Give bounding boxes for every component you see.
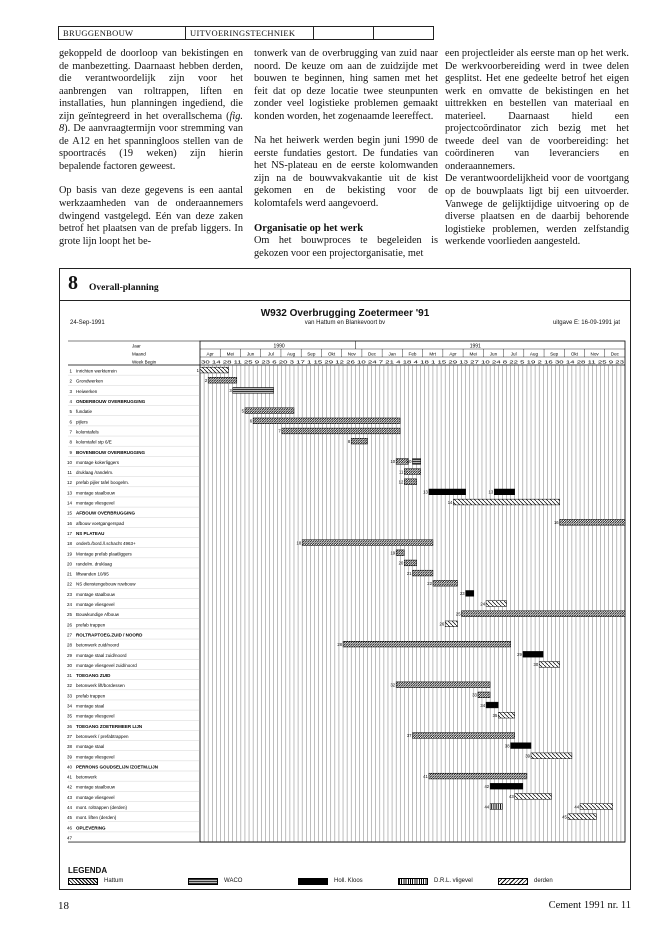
task-name: montage vliesgevel [76,500,115,506]
paragraph: De verantwoordelijkheid voor de voortgang op de bouwplaats ligt bij een uitvoerder. Vanwege de gelijktijdige uitvoering op de diverse plaatsen en de daarbij behorende logistieke problemen, werden zelfstandig werkende voorlieden aangesteld. [445,173,629,248]
task-name: montage staalbouw [76,591,116,597]
bar-label: 29 [517,652,522,657]
task-name: montage vliesgevel [76,713,115,719]
month-label: Apr [449,351,457,357]
gantt-bar-hattum [404,469,420,475]
task-number: 37 [66,733,72,739]
task-number: 29 [66,652,72,658]
header-year-label: Jaar [132,343,141,349]
bar-label: 14 [447,499,453,505]
task-number: 42 [66,784,72,790]
gantt-chart [60,269,630,864]
paragraph: Na het heiwerk werden begin juni 1990 de eerste fundaties gestort. De fundaties van het NS-plateau en de eerste kolomwanden zijn na de bouwvakvakantie uit de kist gekomen en de bekisting voor de kolomtafels werd aangevoerd. [254,135,438,210]
task-name: mont. liften (derden) [76,815,117,821]
task-number: 27 [66,632,72,638]
task-name: montage vliesgevel [76,754,115,760]
task-name: NS dienstengebouw ruwbouw [76,581,136,587]
bar-label: 11 [398,469,404,475]
month-label: Aug [286,351,296,357]
legend-label: WACO [224,878,243,884]
legend-swatch [68,878,98,885]
gantt-bar-boots [429,489,466,495]
bar-label: 21 [406,570,412,576]
task-number: 39 [66,754,72,760]
month-label: Apr [206,351,214,357]
bar-label: 32 [390,682,396,688]
task-number: 40 [66,764,72,770]
legend-label: D.R.L. vligevel [434,878,473,884]
header-empty-cell [374,26,434,40]
bar-label: 30 [533,662,539,668]
task-name: betonwerk [76,774,97,780]
task-name: fundatie [76,409,93,415]
paragraph: gekoppeld de doorloop van bekistingen en de manbezetting. Daarnaast hebben derden, die verantwoordelijk zijn voor het aanbrengen van roltrappen, liften en installaties, hun planningen ingediend, die zijn geïntegreerd in het overallschema (fig. 8). De aanvraagtermijn voor stremming van de A12 en het spanningloos stellen van de spoortracés (19 weken) zijn hierin bepalende factoren geweest. [59,48,243,172]
task-name: prefab trappen [76,693,106,699]
gantt-bar-hattum [404,479,416,485]
task-number: 41 [66,774,72,780]
gantt-bar-hattum [560,519,625,525]
task-number: 36 [66,723,72,729]
gantt-bar-waco [413,459,421,465]
paragraph: Op basis van deze gegevens is een aantal werkzaamheden van de onderaannemers dwingend vastgelegd. Eén van deze zaken betrof het plaatsen van de prefab liggers. In grote lijn loopt het be- [59,185,243,247]
task-name: betonwerk zuid/noord [76,642,120,648]
bar-label: 44 [574,804,580,810]
bar-label: 22 [427,580,432,586]
gantt-bar-derden [580,804,613,810]
gantt-bar-boots [466,591,474,597]
gantt-bar-derden [568,814,597,820]
gantt-bar-hattum [413,570,433,576]
gantt-bar-hattum [282,428,401,434]
month-label: Dec [610,351,619,357]
section-tab-left: BRUGGENBOUW [58,26,186,40]
task-number: 35 [66,713,72,719]
task-number: 12 [66,480,72,486]
task-name: randelm. druklaag [76,561,113,567]
gantt-bar-boots [494,489,514,495]
bar-label: 39 [525,753,531,759]
bar-label: 24 [480,601,486,607]
task-number: 14 [66,500,72,506]
task-name: montage staal [76,744,105,750]
month-label: Mrt [429,351,437,357]
task-number: 24 [66,602,72,607]
task-name: montage staalbouw [76,490,116,496]
task-number: 7 [69,429,72,435]
gantt-bar-hattum [253,418,400,424]
gantt-bar-hattum [404,560,416,566]
legend-label: Holl. Kloos [334,878,363,884]
legend-swatch [188,878,218,885]
bar-label: 18 [296,540,302,546]
section-heading: Organisatie op het werk [254,222,364,234]
task-number: 32 [66,683,72,689]
bar-label: 45 [562,814,567,820]
task-number: 2 [69,378,72,384]
month-label: Jun [246,351,255,357]
task-number: 23 [66,591,72,597]
month-label: Jan [388,351,396,357]
task-number: 16 [66,520,72,526]
bar-label: 1 [196,367,199,373]
task-number: 44 [66,805,72,810]
header-empty-cell [314,26,374,40]
gantt-bar-derden [515,794,552,800]
task-name: montage staal [76,703,105,709]
gantt-bar-hattum [429,773,527,779]
paragraph: Om het bouwproces te begeleiden is gekozen voor een projectorganisatie, met [254,235,438,259]
task-number: 21 [66,571,72,577]
gantt-bar-hattum [413,733,515,739]
task-name: PERRONS GOUDSELIJN /ZOETM.LIJN [76,764,159,770]
task-name: betonwerk lift/bordessen [76,683,125,689]
bar-label: 10 [390,459,396,465]
gantt-bar-boots [486,702,498,708]
month-label: Okt [570,351,578,357]
legend-swatch [298,878,328,885]
bar-label: 5 [241,408,244,414]
month-label: Sep [307,351,316,357]
page-header [58,26,630,40]
gantt-bar-hattum [351,438,367,444]
task-name: betonwerk / prefabtrappen [76,733,129,739]
gantt-bar-hattum [478,692,490,698]
task-number: 34 [66,703,72,709]
task-number: 30 [66,662,72,668]
task-name: Heiwerken [76,388,98,394]
month-label: Dec [367,351,377,357]
gantt-bar-hattum [302,540,433,546]
bar-label: 26 [439,621,445,627]
gantt-bar-boots [523,651,543,657]
gantt-bar-derden [453,499,559,505]
month-label: Feb [408,351,417,357]
task-number: 1 [69,368,72,374]
task-number: 9 [69,449,72,455]
bar-label: 2 [204,377,208,383]
bar-label: 33 [472,692,477,698]
gantt-bar-hattum [462,611,625,617]
task-name: montage vliesgevel zuid/noord [76,662,137,668]
bar-label: 28 [337,641,343,647]
gantt-bar-derden [200,367,229,373]
task-name: liftwanden 10/95 [76,571,109,577]
year-1990: 1990 [273,343,285,350]
task-name: prefab pijler tafel boogelm. [76,480,130,486]
gantt-bar-hattum [396,682,490,688]
task-number: 25 [66,612,72,618]
month-label: Mei [469,351,477,357]
legend [68,878,628,888]
task-name: mont. roltrappen (derden) [76,805,128,810]
month-label: Sep [550,351,559,357]
bar-label: 38 [504,743,510,749]
bar-label: 43 [508,794,514,800]
text-column-3 [445,48,629,249]
task-name: montage staal zuid/noord [76,652,127,658]
month-label: Nov [347,351,356,357]
month-label: Mei [226,351,235,357]
gantt-print-date: 24-Sep-1991 [70,320,105,326]
gantt-bar-hattum [396,550,404,556]
bar-label: 6 [249,418,253,424]
task-number: 6 [69,419,72,425]
bar-label: 37 [406,733,412,739]
legend-swatch [398,878,428,885]
task-name: TOEGANG ZOETERMEER LIJN [76,723,143,729]
paragraph: een projectleider als eerste man op het werk. De werkvoorbereiding werd in twee delen gesplitst. Het ene gedeelte betrof het eigen werk en omvatte de bekistingen en het uittrekken en bestellen van materiaal en materieel. Daarnaast hield een projectcoördinator zich bezig met het tweede deel van de voorbereiding: het coördineren van leveranciers en onderaannemers. [445,48,629,172]
gantt-issue: uitgave E: 16-09-1991 jat [552,320,620,326]
bar-label: 19 [390,550,396,556]
task-name: montage kokerliggers [76,459,120,465]
paragraph: tonwerk van de overbrugging van zuid naar noord. De keuze om aan de zuidzijde met bouwen te beginnen, hing samen met het feit dat op deze locatie twee steunpunten zonder veel logistieke problemen gemaakt konden worden, het zogenaamde leereffect. [254,48,438,122]
figure-number: 8 [68,272,78,294]
month-label: Jul [267,351,274,357]
task-name: BOVENBOUW OVERBRUGGING [76,449,146,455]
task-number: 3 [69,388,72,394]
text-column-2 [254,48,438,260]
gantt-bar-waco [233,388,274,394]
task-number: 11 [67,470,72,476]
task-name: kolomtafel stp 6/E [76,439,112,445]
gantt-bar-derden [445,621,457,627]
bar-label: 7 [278,428,281,434]
gantt-bar-boots [511,743,531,749]
task-name: NS PLATEAU [76,530,105,536]
text-column-1 [59,48,243,248]
bar-label: 23 [459,591,465,597]
task-name: TOEGANG ZUID [76,673,111,679]
bar-label: 25 [455,611,461,617]
task-name: Grondwerken [76,378,104,384]
gantt-bar-dr [490,804,502,810]
month-label: Jul [510,351,517,357]
month-label: Aug [529,351,539,357]
legend-label: Hattum [104,878,124,884]
task-number: 43 [66,794,72,800]
gantt-bar-hattum [208,377,237,383]
bar-label: 41 [423,773,428,779]
magazine-issue: Cement 1991 nr. 11 [548,900,631,911]
task-name: prefab trappen [76,622,106,628]
task-name: Montage prefab plaatliggers [76,551,132,557]
gantt-subtitle: van Hattum en Blankevoort bv [304,320,386,326]
bar-label: 34 [480,702,486,708]
section-tab-right: UITVOERINGSTECHNIEK [186,26,314,40]
task-name: Inrichten werkterrein [76,368,117,374]
task-number: 17 [66,530,72,536]
task-number: 8 [69,439,72,445]
task-number: 22 [66,581,72,587]
task-name: ROLTRAPTOEG.ZUID / NOORD [76,632,143,638]
figure-title: Overall-planning [89,283,159,293]
task-number: 47 [66,835,72,841]
gantt-bar-derden [486,601,506,607]
task-name: onderb./bord./l.schacht 4963+ [76,541,136,547]
gantt-bar-derden [531,753,572,759]
bar-label: 35 [492,712,498,718]
task-number: 4 [69,399,72,404]
task-name: AFBOUW OVERBRUGGING [76,510,135,516]
week-labels: 30 14 28 11 25 9 23 6 20 3 17 1 15 29 12 26 10 24 7 21 4 18 4 18 1 15 29 13 27 10 24 8 22 5 19 2 16 30 14 28 11 25 9 23 [201,359,626,365]
page-number: 18 [58,900,69,912]
task-name: kolomtafels [76,429,99,435]
task-name: afbouw voetgangerspad [76,520,125,526]
bar-label: 12 [398,479,404,485]
figure-overall-planning [59,268,631,890]
legend-swatch [498,878,528,885]
gantt-title: W932 Overbrugging Zoetermeer '91 [260,308,430,319]
task-number: 15 [66,510,72,516]
task-name: montage staalbouw [76,784,116,790]
bar-label: 8 [347,438,351,444]
task-number: 10 [66,459,72,465]
bar-label: 13 [423,489,428,495]
task-number: 45 [66,815,72,821]
gantt-bar-hattum [245,408,294,414]
bar-label: 44 [484,804,490,810]
gantt-bar-hattum [433,580,458,586]
task-number: 38 [66,744,72,750]
task-number: 18 [66,541,72,547]
task-number: 13 [66,490,72,496]
task-name: montage vliesgevel [76,794,115,800]
task-name: pijlers [76,419,88,425]
task-name: Bouwkundige Afbouw [76,612,120,618]
task-name: OPLEVERING [76,825,106,831]
task-number: 19 [66,551,72,557]
gantt-bar-derden [498,712,514,718]
bar-label: 10 [406,459,412,465]
legend-label: derden [534,878,553,884]
month-label: Nov [590,351,599,357]
task-number: 31 [66,673,72,679]
bar-label: 13 [488,489,494,495]
task-number: 20 [66,561,72,567]
bar-label: 42 [484,783,490,789]
bar-label: 20 [398,560,404,566]
gantt-bar-hattum [343,641,511,647]
task-number: 28 [66,642,72,648]
task-number: 46 [66,825,72,831]
gantt-bar-derden [539,662,559,668]
legend-title: LEGENDA [68,866,108,875]
task-name: druklaag /randelm. [76,470,114,476]
task-name: ONDERBOUW OVERBRUGGING [76,399,146,404]
month-label: Okt [327,351,336,357]
task-name: montage vliesgevel [76,602,115,607]
bar-label: 16 [553,520,559,526]
year-1991: 1991 [469,343,481,350]
task-number: 26 [66,622,72,628]
task-number: 5 [69,409,72,415]
bar-label: 3 [229,388,232,394]
task-number: 33 [66,693,72,699]
month-label: Jun [489,351,498,357]
header-month-label: Maand [132,351,146,357]
header-week-label: Week Begin [132,359,157,365]
gantt-bar-boots [490,783,523,789]
